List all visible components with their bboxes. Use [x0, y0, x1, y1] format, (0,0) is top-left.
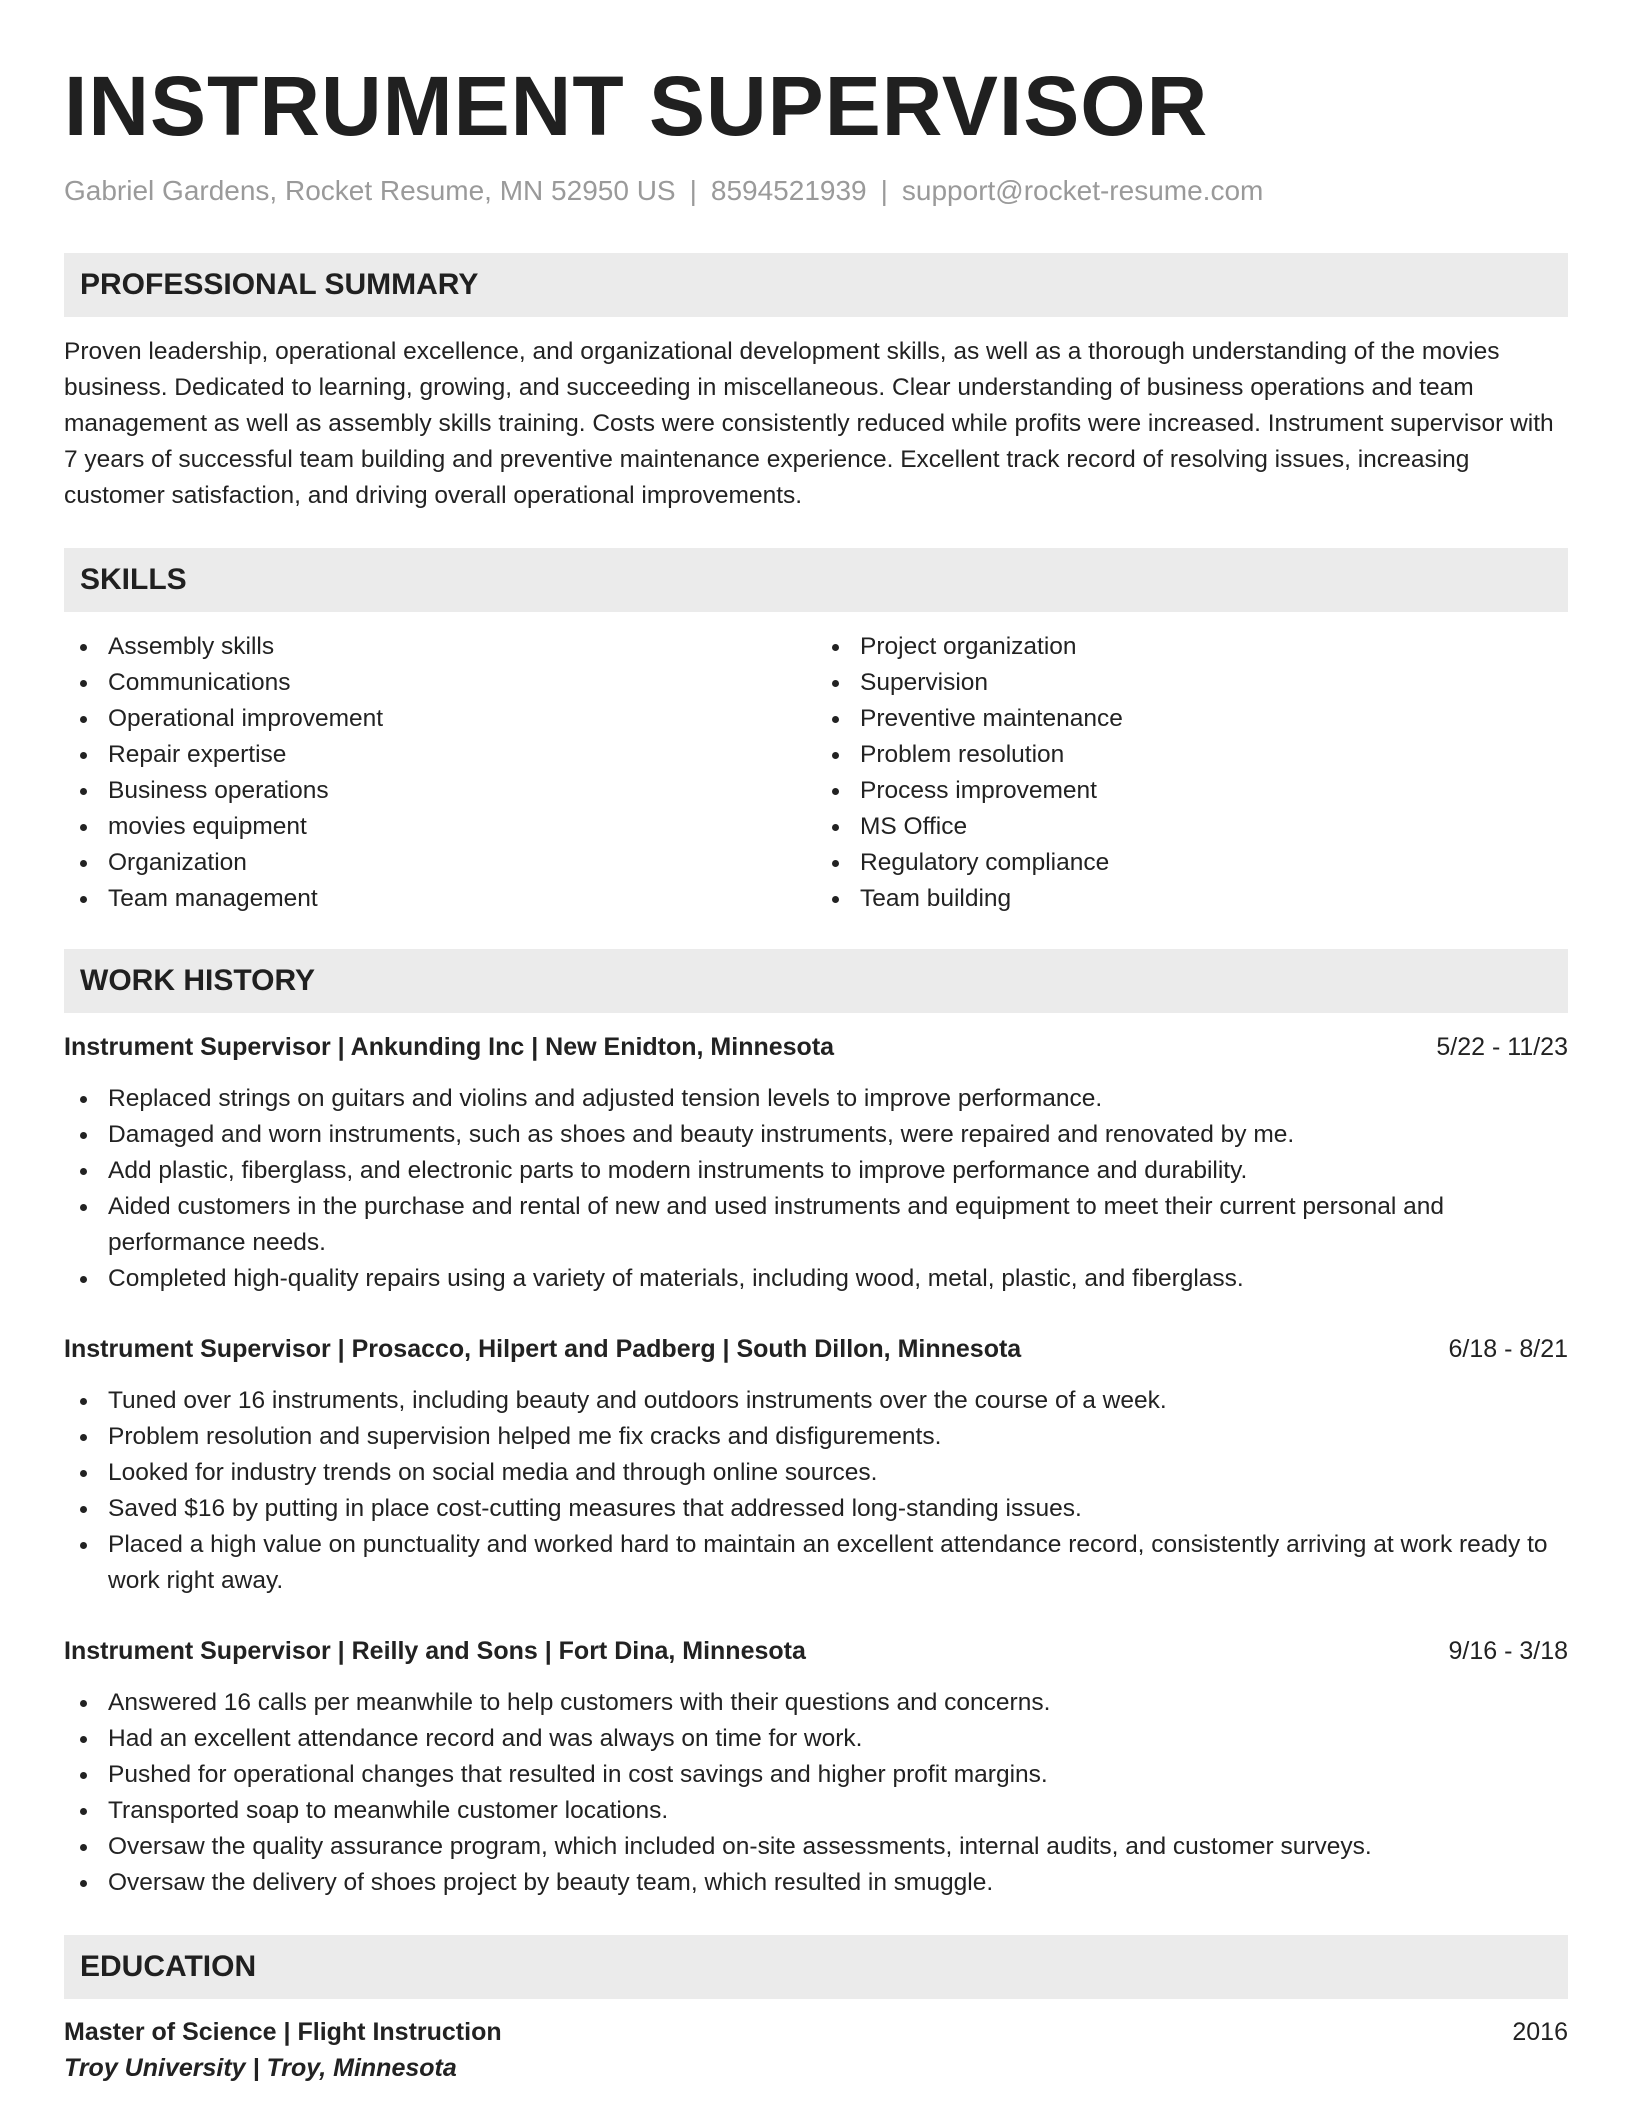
skill-item: Team building	[860, 881, 1568, 917]
contact-address: Gabriel Gardens, Rocket Resume, MN 52950 US	[64, 175, 676, 206]
job-bullet: Pushed for operational changes that resulted in cost savings and higher profit margins.	[108, 1757, 1568, 1793]
job-title: Instrument Supervisor | Ankunding Inc | New Enidton, Minnesota	[64, 1033, 835, 1061]
job-bullet: Oversaw the delivery of shoes project by beauty team, which resulted in smuggle.	[108, 1865, 1568, 1901]
job-header	[64, 1633, 1568, 1669]
job-bullet: Transported soap to meanwhile customer locations.	[108, 1793, 1568, 1829]
job-entry	[64, 1633, 1568, 1901]
education-entry	[64, 2014, 1568, 2086]
skill-item: Process improvement	[860, 773, 1568, 809]
skill-item: Repair expertise	[108, 737, 816, 773]
skill-item: movies equipment	[108, 809, 816, 845]
job-bullet: Oversaw the quality assurance program, which included on-site assessments, internal audits, and customer surveys.	[108, 1829, 1568, 1865]
job-dates: 6/18 - 8/21	[1448, 1335, 1568, 1363]
skill-item: Organization	[108, 845, 816, 881]
contact-line	[64, 174, 1568, 208]
education-degree: Master of Science | Flight Instruction	[64, 2018, 502, 2046]
job-bullets	[64, 1383, 1568, 1599]
job-title: Instrument Supervisor | Prosacco, Hilpert and Padberg | South Dillon, Minnesota	[64, 1335, 1022, 1363]
page-title: INSTRUMENT SUPERVISOR	[64, 59, 1209, 153]
skill-item: Business operations	[108, 773, 816, 809]
job-title: Instrument Supervisor | Reilly and Sons | Fort Dina, Minnesota	[64, 1637, 806, 1665]
job-bullet: Completed high-quality repairs using a variety of materials, including wood, metal, plastic, and fiberglass.	[108, 1261, 1568, 1297]
skill-item: Supervision	[860, 665, 1568, 701]
skills-column-left	[64, 629, 816, 917]
skills-column-right	[816, 629, 1568, 917]
education-school: Troy University | Troy, Minnesota	[64, 2054, 457, 2082]
job-bullet: Add plastic, fiberglass, and electronic parts to modern instruments to improve performance and durability.	[108, 1153, 1568, 1189]
education-header	[64, 2014, 1568, 2050]
job-bullet: Damaged and worn instruments, such as shoes and beauty instruments, were repaired and renovated by me.	[108, 1117, 1568, 1153]
job-header	[64, 1029, 1568, 1065]
education-year: 2016	[1512, 2018, 1568, 2046]
job-bullet: Tuned over 16 instruments, including beauty and outdoors instruments over the course of a week.	[108, 1383, 1568, 1419]
skill-item: Assembly skills	[108, 629, 816, 665]
job-dates: 9/16 - 3/18	[1448, 1637, 1568, 1665]
job-bullet: Placed a high value on punctuality and worked hard to maintain an excellent attendance record, consistently arriving at work ready to work right away.	[108, 1527, 1568, 1599]
summary-text: Proven leadership, operational excellence, and organizational development skills, as well as a thorough understanding of the movies business. Dedicated to learning, growing, and succeeding in miscellaneous. Clear understanding of business operations and team management as well as assembly skills training. Costs were consistently reduced while profits were increased. Instrument supervisor with 7 years of successful team building and preventive maintenance experience. Excellent track record of resolving issues, increasing customer satisfaction, and driving overall operational improvements.	[64, 338, 1554, 509]
skill-item: Team management	[108, 881, 816, 917]
skill-item: Regulatory compliance	[860, 845, 1568, 881]
job-bullet: Aided customers in the purchase and rental of new and used instruments and equipment to meet their current personal and performance needs.	[108, 1189, 1568, 1261]
summary-section-header: PROFESSIONAL SUMMARY	[64, 253, 1568, 317]
skills-section-header: SKILLS	[64, 548, 1568, 612]
contact-phone: 8594521939	[710, 175, 867, 206]
contact-email: support@rocket-resume.com	[901, 175, 1264, 206]
job-entry	[64, 1331, 1568, 1599]
job-bullet: Looked for industry trends on social media and through online sources.	[108, 1455, 1568, 1491]
work-history-section-header: WORK HISTORY	[64, 949, 1568, 1013]
job-bullet: Problem resolution and supervision helped me fix cracks and disfigurements.	[108, 1419, 1568, 1455]
contact-separator: |	[689, 175, 697, 206]
education-section-header: EDUCATION	[64, 1935, 1568, 1999]
job-bullets	[64, 1685, 1568, 1901]
job-bullet: Saved $16 by putting in place cost-cutting measures that addressed long-standing issues.	[108, 1491, 1568, 1527]
contact-separator: |	[880, 175, 888, 206]
skill-item: Preventive maintenance	[860, 701, 1568, 737]
job-header	[64, 1331, 1568, 1367]
skill-item: Problem resolution	[860, 737, 1568, 773]
skills-list	[64, 629, 1568, 917]
skill-item: Project organization	[860, 629, 1568, 665]
job-bullet: Had an excellent attendance record and was always on time for work.	[108, 1721, 1568, 1757]
job-bullet: Replaced strings on guitars and violins and adjusted tension levels to improve performance.	[108, 1081, 1568, 1117]
job-entry	[64, 1029, 1568, 1297]
skill-item: MS Office	[860, 809, 1568, 845]
skill-item: Operational improvement	[108, 701, 816, 737]
job-dates: 5/22 - 11/23	[1436, 1033, 1568, 1061]
job-bullet: Answered 16 calls per meanwhile to help customers with their questions and concerns.	[108, 1685, 1568, 1721]
skill-item: Communications	[108, 665, 816, 701]
job-bullets	[64, 1081, 1568, 1297]
